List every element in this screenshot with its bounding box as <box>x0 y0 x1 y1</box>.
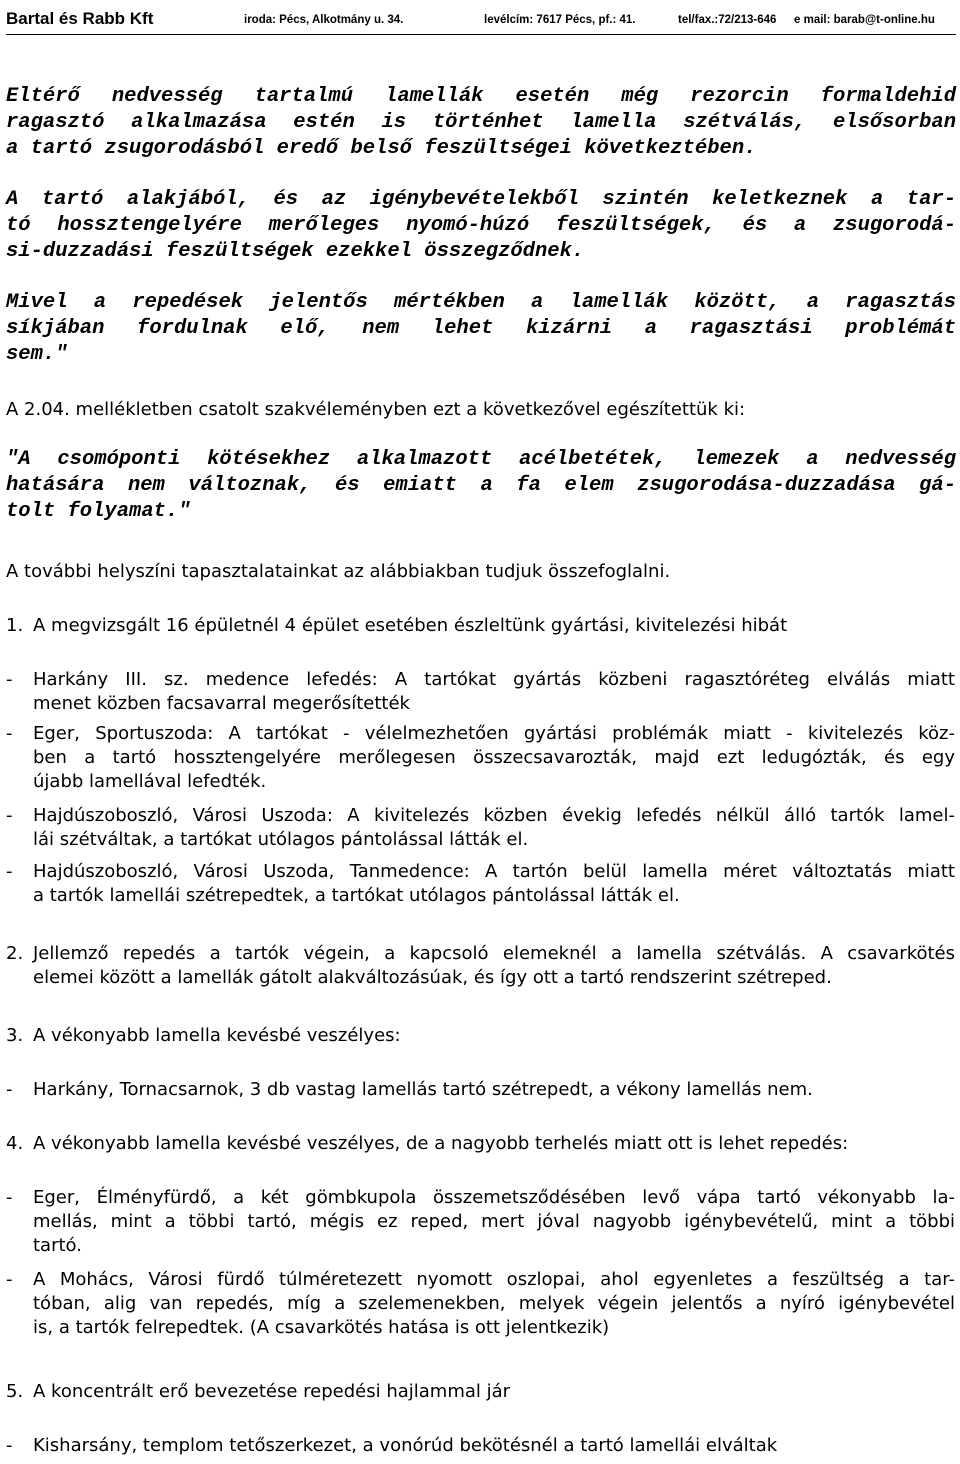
summary-intro: A további helyszíni tapasztalatainkat az alábbiakban tudjuk összefoglalni. <box>6 561 671 582</box>
list-item <box>33 1186 955 1258</box>
mailing-address: levélcím: 7617 Pécs, pf.: 41. <box>484 14 636 26</box>
list-dash: - <box>6 861 13 882</box>
section-2-line: elemei között a lamellák gátolt alakváltozásúak, és így ott a tartó rendszerint szétreped. <box>33 967 832 988</box>
section-number: 2. <box>6 943 24 964</box>
list-item-line: Hajdúszoboszló, Városi Uszoda, Tanmedence: A tartón belül lamella méret változtatás miatt <box>33 861 955 882</box>
list-item-line: tóban, alig van repedés, míg a szelemenekben, melyek végein jelentős a nyíró igénybevétel <box>33 1293 955 1314</box>
quote-line: ragasztó alkalmazása estén is történhet lamella szétválás, elsősorban <box>6 111 956 134</box>
quote-line: sem." <box>6 343 68 366</box>
section-4-title: A vékonyabb lamella kevésbé veszélyes, de a nagyobb terhelés miatt ott is lehet repedés: <box>33 1133 849 1154</box>
phone-fax: tel/fax.:72/213-646 <box>678 14 777 26</box>
list-item-line: menet közben facsavarral megerősítették <box>33 693 410 714</box>
list-item-line: újabb lamellával lefedték. <box>33 771 267 792</box>
section-number: 1. <box>6 615 24 636</box>
quote-line: tolt folyamat." <box>6 500 191 523</box>
list-item <box>33 722 955 794</box>
email-address: e mail: barab@t-online.hu <box>794 14 935 26</box>
list-item <box>33 804 955 852</box>
list-item-line: Harkány, Tornacsarnok, 3 db vastag lamellás tartó szétrepedt, a vékony lamellás nem. <box>33 1079 813 1100</box>
section-number: 3. <box>6 1025 24 1046</box>
quote-line: síkjában fordulnak elő, nem lehet kizárni a ragasztási problémát <box>6 317 956 340</box>
quote-line: A tartó alakjából, és az igénybevételekből szintén keletkeznek a tar- <box>6 188 956 211</box>
quote-line: tó hossztengelyére merőleges nyomó-húzó feszültségek, és a zsugorodá- <box>6 214 956 237</box>
section-number: 5. <box>6 1381 24 1402</box>
quote-paragraph-2 <box>6 187 956 265</box>
list-item-line: Hajdúszoboszló, Városi Uszoda: A kivitelezés közben évekig lefedés nélkül álló tartók lamel- <box>33 805 955 826</box>
section-5-title: A koncentrált erő bevezetése repedési hajlammal jár <box>33 1381 511 1402</box>
list-item-line: lái szétváltak, a tartókat utólagos pántolással látták el. <box>33 829 529 850</box>
list-item <box>33 1268 955 1340</box>
list-dash: - <box>6 1269 13 1290</box>
quote-paragraph-1 <box>6 84 956 162</box>
section-number: 4. <box>6 1133 24 1154</box>
list-dash: - <box>6 669 13 690</box>
quote-paragraph-4 <box>6 447 956 525</box>
list-item-line: Eger, Élményfürdő, a két gömbkupola összemetsződésében levő vápa tartó vékonyabb la- <box>33 1187 955 1208</box>
letterhead <box>6 6 956 36</box>
section-1-title: A megvizsgált 16 épületnél 4 épület esetében észleltünk gyártási, kivitelezési hibát <box>33 615 788 636</box>
list-item-line: a tartók lamellái szétrepedtek, a tartókat utólagos pántolással látták el. <box>33 885 680 906</box>
list-item-line: A Mohács, Városi fürdő túlméretezett nyomott oszlopai, ahol egyenletes a feszültség a tar- <box>33 1269 955 1290</box>
header-rule <box>6 34 956 35</box>
list-item-line: Kisharsány, templom tetőszerkezet, a vonórúd bekötésnél a tartó lamellái elváltak <box>33 1435 778 1456</box>
list-item-line: Harkány III. sz. medence lefedés: A tartókat gyártás közbeni ragasztóréteg elválás miatt <box>33 669 955 690</box>
section-2-line: Jellemző repedés a tartók végein, a kapcsoló elemeknél a lamella szétválás. A csavarkötés <box>33 943 955 964</box>
company-name: Bartal és Rabb Kft <box>6 9 154 28</box>
quote-line: si-duzzadási feszültségek ezekkel összegződnek. <box>6 240 585 263</box>
quote-line: hatására nem változnak, és emiatt a fa elem zsugorodása-duzzadása gá- <box>6 474 956 497</box>
list-dash: - <box>6 723 13 744</box>
quote-line: Eltérő nedvesség tartalmú lamellák esetén még rezorcin formaldehid <box>6 85 956 108</box>
list-item-line: is, a tartók felrepedtek. (A csavarkötés hatása is ott jelentkezik) <box>33 1317 610 1338</box>
section-2-text <box>33 942 955 990</box>
list-dash: - <box>6 1187 13 1208</box>
quote-line: a tartó zsugorodásból eredő belső feszültségei következtében. <box>6 137 757 160</box>
list-dash: - <box>6 1079 13 1100</box>
quote-line: Mivel a repedések jelentős mértékben a lamellák között, a ragasztás <box>6 291 956 314</box>
list-item-line: Eger, Sportuszoda: A tartókat - vélelmezhetően gyártási problémák miatt - kivitelezés köz- <box>33 723 955 744</box>
list-item-line: ben a tartó hossztengelyére merőlegesen összecsavarozták, majd ezt ledugózták, és egy <box>33 747 955 768</box>
list-item <box>33 1078 955 1102</box>
office-address: iroda: Pécs, Alkotmány u. 34. <box>244 14 404 26</box>
list-item <box>33 860 955 908</box>
list-item <box>33 668 955 716</box>
list-item <box>33 1434 955 1458</box>
list-dash: - <box>6 805 13 826</box>
list-item-line: tartó. <box>33 1235 82 1256</box>
list-dash: - <box>6 1435 13 1456</box>
section-3-title: A vékonyabb lamella kevésbé veszélyes: <box>33 1025 401 1046</box>
list-item-line: mellás, mint a többi tartó, mégis ez reped, mert jóval nagyobb igénybevételű, mint a többi <box>33 1211 955 1232</box>
quote-line: "A csomóponti kötésekhez alkalmazott acélbetétek, lemezek a nedvesség <box>6 448 956 471</box>
quote-paragraph-3 <box>6 290 956 368</box>
annex-sentence: A 2.04. mellékletben csatolt szakvéleményben ezt a következővel egészítettük ki: <box>6 399 746 420</box>
